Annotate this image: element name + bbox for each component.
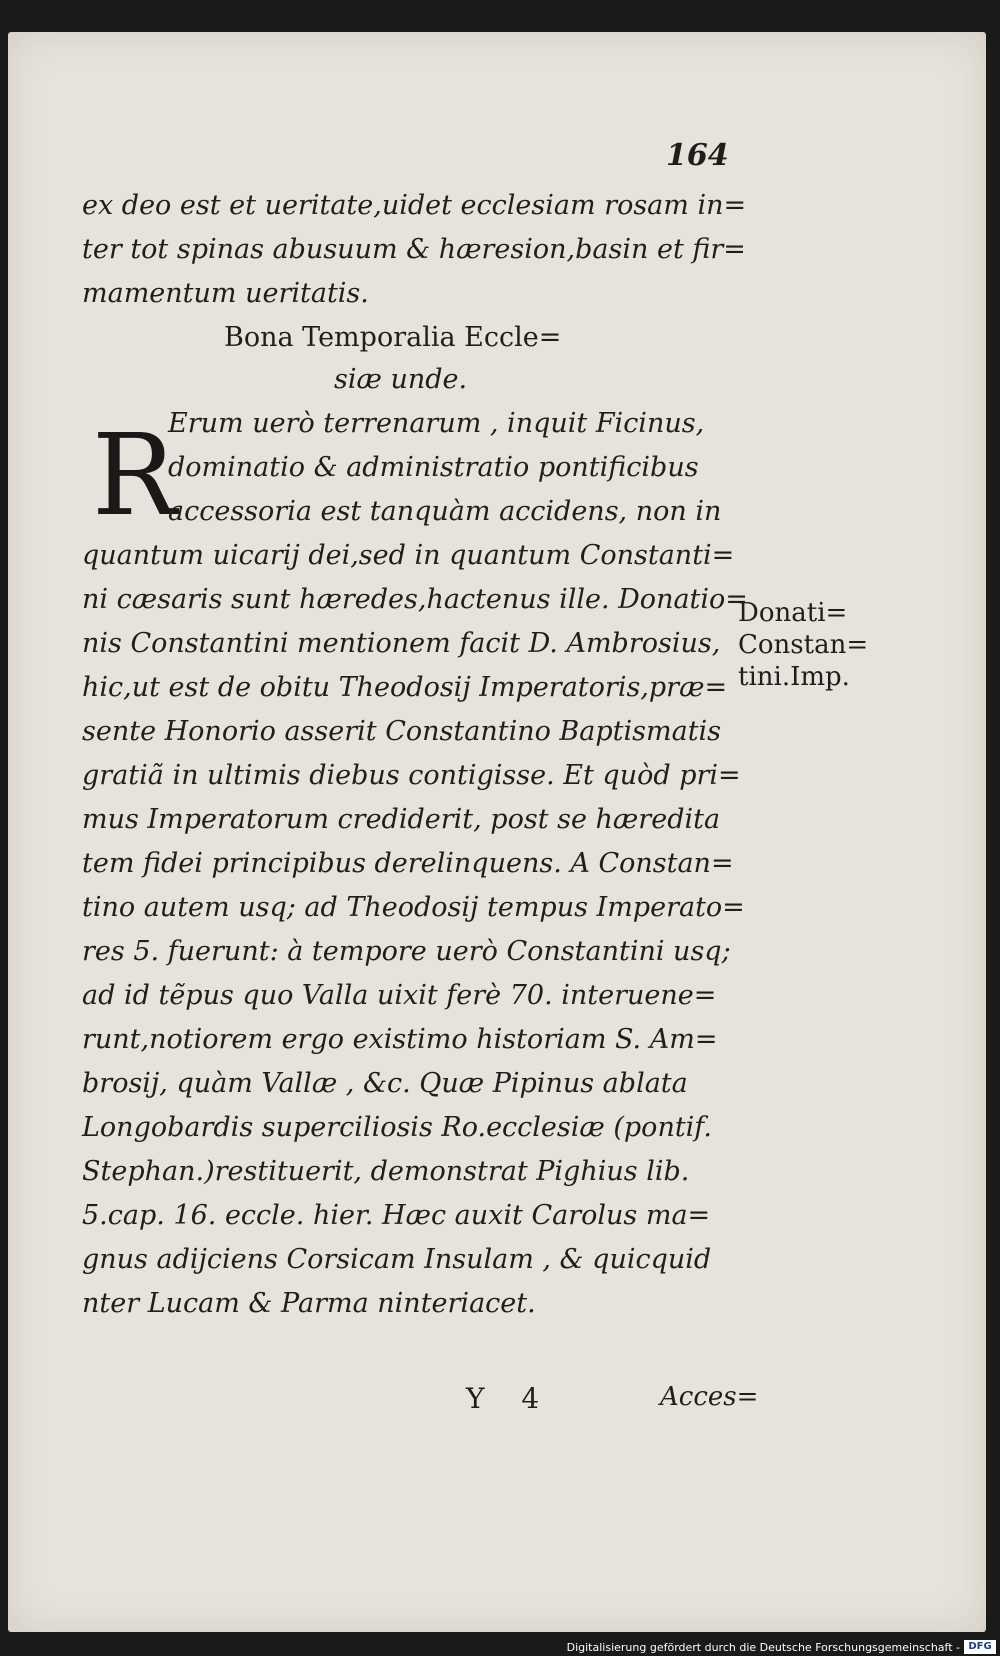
catchword: Acces= [660,1382,759,1412]
text-line: gratiã in ultimis diebus contigisse. Et quòd pri= [82,760,741,791]
text-line: Longobardis superciliosis Ro.ecclesiæ (pontif. [82,1112,712,1143]
text-line: gnus adijciens Corsicam Insulam , & quicquid [82,1244,712,1275]
text-line: nter Lucam & Parma ninteriacet. [82,1288,536,1319]
text-line: tino autem usq; ad Theodosij tempus Imperato= [82,892,745,923]
margin-note-line: tini.Imp. [738,662,850,692]
text-line: mamentum ueritatis. [82,278,369,309]
text-line: runt,notiorem ergo existimo historiam S. Am= [82,1024,718,1055]
text-line: Erum uerò terrenarum , inquit Ficinus, [168,408,705,439]
text-line: Stephan.)restituerit, demonstrat Pighius lib. [82,1156,690,1187]
margin-note-line: Constan= [738,630,869,660]
text-line: 5.cap. 16. eccle. hier. Hæc auxit Carolus ma= [82,1200,711,1231]
text-line: hic,ut est de obitu Theodosij Imperatoris,præ= [82,672,728,703]
text-line: ex deo est et ueritate,uidet ecclesiam rosam in= [82,190,747,221]
dfg-logo: DFG [964,1640,996,1654]
text-line: nis Constantini mentionem facit D. Ambrosius, [82,628,721,659]
text-line: ter tot spinas abusuum & hæresion,basin et fir= [82,234,746,265]
text-line: accessoria est tanquàm accidens, non in [168,496,722,527]
margin-note-line: Donati= [738,598,848,628]
signature-mark: Y 4 [466,1382,554,1415]
page-number: 164 [666,138,729,173]
section-heading-line-2: siæ unde. [334,364,468,395]
text-line: tem fidei principibus derelinquens. A Constan= [82,848,734,879]
text-line: ni cæsaris sunt hæredes,hactenus ille. Donatio= [82,584,748,615]
text-line: brosij, quàm Vallæ , &c. Quæ Pipinus ablata [82,1068,688,1099]
text-line: sente Honorio asserit Constantino Baptismatis [82,716,722,747]
text-line: dominatio & administratio pontificibus [168,452,699,483]
text-line: mus Imperatorum crediderit, post se hæredita [82,804,721,835]
book-page [8,32,986,1632]
digitization-credit: Digitalisierung gefördert durch die Deutsche Forschungsgemeinschaft - [566,1641,960,1654]
text-line: quantum uicarij dei,sed in quantum Constanti= [82,540,735,571]
drop-cap-initial: R [92,411,177,541]
text-line: res 5. fuerunt: à tempore uerò Constantini usq; [82,936,731,967]
section-heading-line-1: Bona Temporalia Eccle= [224,322,562,353]
text-line: ad id tẽpus quo Valla uixit ferè 70. interuene= [82,980,717,1011]
